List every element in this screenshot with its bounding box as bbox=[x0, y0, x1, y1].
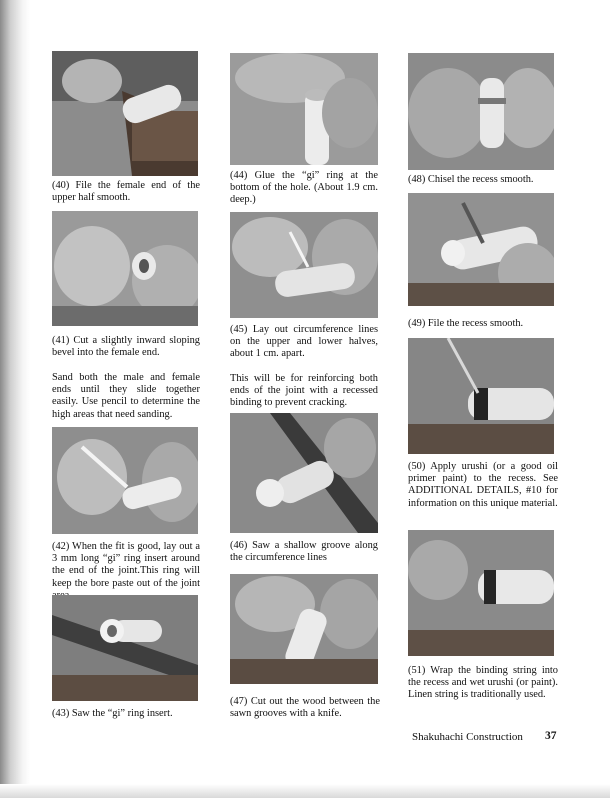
caption-51: (51) Wrap the binding string into the recess and wet urushi (or paint). Linen string is traditionally used. bbox=[408, 665, 558, 701]
photo-49-file-recess bbox=[408, 193, 554, 306]
caption-50: (50) Apply urushi (or a good oil primer paint) to the recess. See ADDITIONAL DETAILS, #10 for information on this unique material. bbox=[408, 461, 558, 509]
caption-49: (49) File the recess smooth. bbox=[408, 318, 524, 329]
caption-43: (43) Saw the “gi” ring insert. bbox=[52, 708, 173, 719]
caption-41: (41) Cut a slightly inward sloping bevel into the female end. bbox=[52, 335, 200, 359]
photo-43-saw-gi-ring bbox=[52, 595, 198, 701]
running-footer-title: Shakuhachi Construction bbox=[412, 731, 523, 743]
photo-45-lay-out-circumference-lines bbox=[230, 212, 378, 318]
caption-44: (44) Glue the “gi” ring at the bottom of the hole. (About 1.9 cm. deep.) bbox=[230, 170, 378, 206]
photo-40-filing-female-end bbox=[52, 51, 198, 176]
photo-48-chisel-recess bbox=[408, 53, 554, 170]
caption-45: (45) Lay out circumference lines on the upper and lower halves, about 1 cm. apart. bbox=[230, 324, 378, 360]
photo-41-cutting-bevel bbox=[52, 211, 198, 326]
photo-42-lay-out-gi-ring bbox=[52, 427, 198, 534]
photo-44-glue-gi-ring bbox=[230, 53, 378, 165]
caption-48: (48) Chisel the recess smooth. bbox=[408, 174, 534, 185]
caption-47: (47) Cut out the wood between the sawn grooves with a knife. bbox=[230, 696, 380, 720]
caption-46: (46) Saw a shallow groove along the circumference lines bbox=[230, 540, 378, 564]
caption-42: (42) When the fit is good, lay out a 3 mm long “gi” ring insert around the end of the joint.This ring will keep the bore paste out of the joint bbox=[52, 541, 200, 589]
photo-46-saw-shallow-groove bbox=[230, 413, 378, 533]
caption-40: (40) File the female end of the upper half smooth. bbox=[52, 180, 200, 204]
page-number: 37 bbox=[545, 730, 557, 742]
photo-50-apply-urushi bbox=[408, 338, 554, 454]
photo-47-cut-out-wood bbox=[230, 574, 378, 684]
photo-51-wrap-binding-string bbox=[408, 530, 554, 656]
caption-45-note: This will be for reinforcing both ends of the joint with a recessed binding to prevent cracking. bbox=[230, 373, 378, 409]
caption-41-note: Sand both the male and female ends until they slide together easily. Use pencil to determine the high areas that need sanding. bbox=[52, 372, 200, 420]
